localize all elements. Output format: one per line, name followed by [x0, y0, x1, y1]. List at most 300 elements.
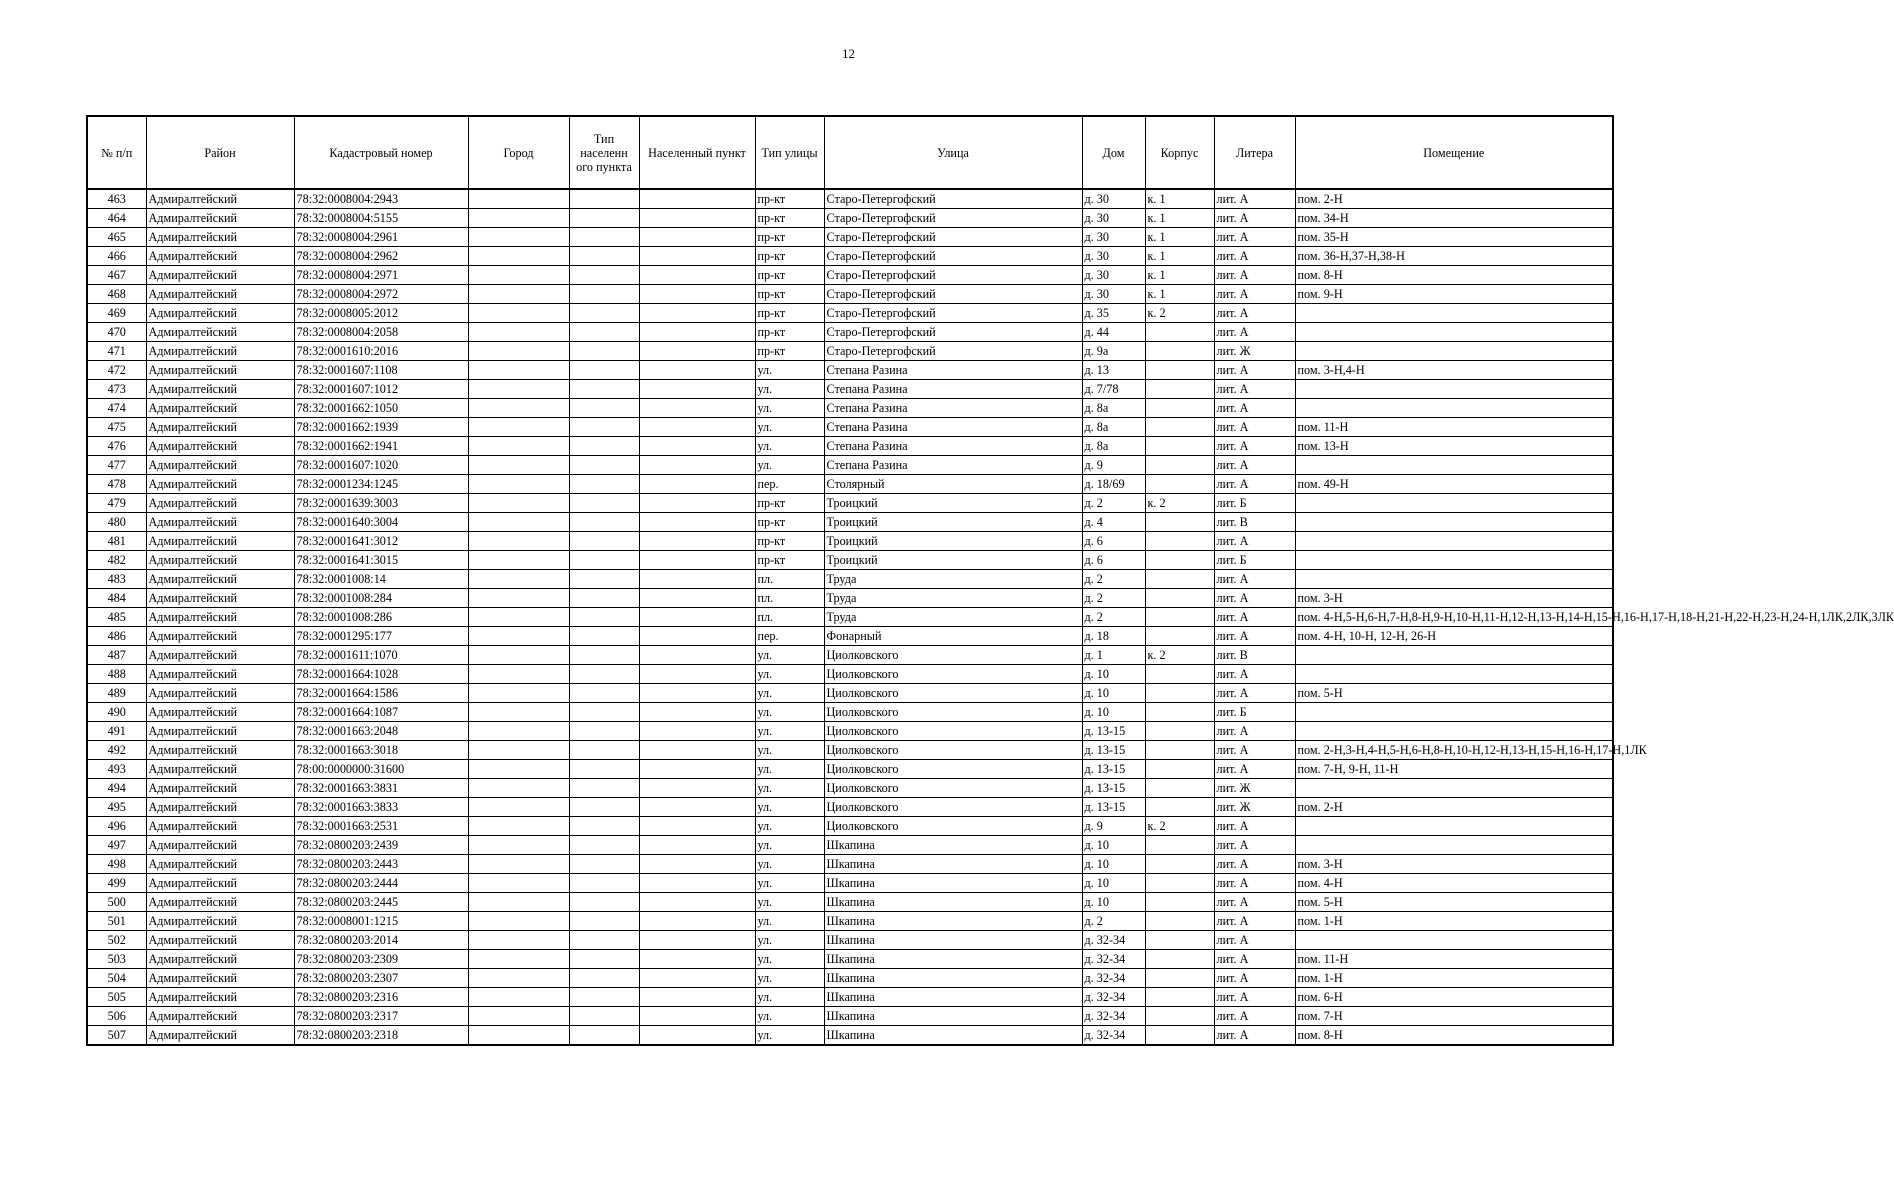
cell-settlement-type — [569, 855, 639, 874]
cell-district: Адмиралтейский — [146, 684, 294, 703]
cell-room — [1295, 836, 1613, 855]
cell-house: д. 13-15 — [1082, 798, 1145, 817]
cell-num: 499 — [87, 874, 146, 893]
cell-street: Шкапина — [824, 855, 1082, 874]
cell-building — [1145, 722, 1214, 741]
cell-settlement — [639, 836, 755, 855]
cell-street-type: ул. — [755, 703, 824, 722]
table-row — [87, 551, 1613, 570]
cell-district: Адмиралтейский — [146, 228, 294, 247]
cell-house: д. 30 — [1082, 247, 1145, 266]
cell-num: 485 — [87, 608, 146, 627]
cell-house: д. 10 — [1082, 703, 1145, 722]
cell-cadastral: 78:32:0008004:2961 — [294, 228, 468, 247]
cell-house: д. 30 — [1082, 189, 1145, 209]
cell-building — [1145, 931, 1214, 950]
cell-street: Троицкий — [824, 513, 1082, 532]
cell-building — [1145, 399, 1214, 418]
cell-street: Труда — [824, 589, 1082, 608]
cell-street: Фонарный — [824, 627, 1082, 646]
table-row — [87, 361, 1613, 380]
cell-house: д. 32-34 — [1082, 969, 1145, 988]
cell-district: Адмиралтейский — [146, 779, 294, 798]
cell-letter: лит. А — [1214, 722, 1295, 741]
cell-city — [468, 266, 569, 285]
cell-street: Старо-Петергофский — [824, 247, 1082, 266]
cell-num: 501 — [87, 912, 146, 931]
cell-room: пом. 4-Н,5-Н,6-Н,7-Н,8-Н,9-Н,10-Н,11-Н,12-Н,13-Н,14-Н,15-Н,16-Н,17-Н,18-Н,21-Н,22-Н,23-Н,24-Н,1ЛК,2ЛК,3ЛК — [1295, 608, 1613, 627]
cell-num: 484 — [87, 589, 146, 608]
cell-settlement — [639, 893, 755, 912]
cell-street: Старо-Петергофский — [824, 266, 1082, 285]
cell-street: Циолковского — [824, 817, 1082, 836]
cell-settlement — [639, 285, 755, 304]
cell-building — [1145, 988, 1214, 1007]
cell-city — [468, 304, 569, 323]
cell-building — [1145, 874, 1214, 893]
table-row — [87, 779, 1613, 798]
cell-street-type: пл. — [755, 608, 824, 627]
table-row — [87, 513, 1613, 532]
table-row — [87, 456, 1613, 475]
cell-street-type: пер. — [755, 475, 824, 494]
cell-street-type: пр-кт — [755, 228, 824, 247]
cell-street: Старо-Петергофский — [824, 209, 1082, 228]
cell-house: д. 6 — [1082, 532, 1145, 551]
cell-building — [1145, 1007, 1214, 1026]
cell-street: Троицкий — [824, 532, 1082, 551]
cell-letter: лит. А — [1214, 304, 1295, 323]
cell-district: Адмиралтейский — [146, 456, 294, 475]
cell-city — [468, 532, 569, 551]
cell-room: пом. 4-Н — [1295, 874, 1613, 893]
cell-street-type: ул. — [755, 817, 824, 836]
cell-city — [468, 361, 569, 380]
table-row — [87, 285, 1613, 304]
cell-city — [468, 399, 569, 418]
cell-letter: лит. А — [1214, 380, 1295, 399]
table-row — [87, 1026, 1613, 1046]
cell-cadastral: 78:32:0800203:2444 — [294, 874, 468, 893]
cell-settlement-type — [569, 266, 639, 285]
cell-building — [1145, 779, 1214, 798]
registry-table — [86, 115, 1894, 1046]
cell-building: к. 2 — [1145, 646, 1214, 665]
cell-district: Адмиралтейский — [146, 570, 294, 589]
cell-house: д. 13-15 — [1082, 760, 1145, 779]
cell-room — [1295, 703, 1613, 722]
cell-cadastral: 78:32:0800203:2307 — [294, 969, 468, 988]
cell-cadastral: 78:32:0001664:1028 — [294, 665, 468, 684]
cell-num: 482 — [87, 551, 146, 570]
cell-street-type: пр-кт — [755, 551, 824, 570]
cell-district: Адмиралтейский — [146, 703, 294, 722]
cell-num: 495 — [87, 798, 146, 817]
cell-settlement-type — [569, 361, 639, 380]
cell-room: пом. 35-Н — [1295, 228, 1613, 247]
cell-city — [468, 456, 569, 475]
cell-room: пом. 8-Н — [1295, 266, 1613, 285]
cell-settlement — [639, 703, 755, 722]
cell-settlement — [639, 570, 755, 589]
cell-house: д. 13-15 — [1082, 779, 1145, 798]
cell-house: д. 44 — [1082, 323, 1145, 342]
cell-letter: лит. А — [1214, 1007, 1295, 1026]
cell-street-type: ул. — [755, 779, 824, 798]
cell-house: д. 6 — [1082, 551, 1145, 570]
cell-house: д. 10 — [1082, 684, 1145, 703]
cell-house: д. 10 — [1082, 665, 1145, 684]
cell-cadastral: 78:32:0800203:2014 — [294, 931, 468, 950]
cell-settlement — [639, 304, 755, 323]
cell-street-type: ул. — [755, 646, 824, 665]
cell-city — [468, 437, 569, 456]
cell-letter: лит. А — [1214, 988, 1295, 1007]
cell-city — [468, 950, 569, 969]
cell-letter: лит. Б — [1214, 494, 1295, 513]
table-row — [87, 532, 1613, 551]
cell-settlement-type — [569, 247, 639, 266]
cell-city — [468, 551, 569, 570]
header-street: Улица — [824, 116, 1082, 189]
header-cadastral: Кадастровый номер — [294, 116, 468, 189]
cell-num: 473 — [87, 380, 146, 399]
cell-district: Адмиралтейский — [146, 304, 294, 323]
table-row — [87, 950, 1613, 969]
cell-num: 474 — [87, 399, 146, 418]
cell-settlement — [639, 646, 755, 665]
cell-district: Адмиралтейский — [146, 323, 294, 342]
cell-building — [1145, 684, 1214, 703]
cell-cadastral: 78:32:0001663:3018 — [294, 741, 468, 760]
cell-street: Циолковского — [824, 741, 1082, 760]
cell-num: 496 — [87, 817, 146, 836]
cell-room — [1295, 931, 1613, 950]
cell-district: Адмиралтейский — [146, 798, 294, 817]
cell-street-type: ул. — [755, 722, 824, 741]
cell-room — [1295, 551, 1613, 570]
cell-city — [468, 760, 569, 779]
cell-settlement — [639, 494, 755, 513]
header-street-type: Тип улицы — [755, 116, 824, 189]
cell-room — [1295, 304, 1613, 323]
cell-settlement — [639, 323, 755, 342]
cell-cadastral: 78:32:0800203:2317 — [294, 1007, 468, 1026]
cell-num: 504 — [87, 969, 146, 988]
cell-settlement — [639, 475, 755, 494]
cell-num: 480 — [87, 513, 146, 532]
cell-room: пом. 1-Н — [1295, 969, 1613, 988]
cell-city — [468, 988, 569, 1007]
cell-letter: лит. А — [1214, 969, 1295, 988]
cell-district: Адмиралтейский — [146, 437, 294, 456]
cell-num: 463 — [87, 189, 146, 209]
cell-city — [468, 874, 569, 893]
cell-city — [468, 836, 569, 855]
cell-cadastral: 78:32:0008004:2972 — [294, 285, 468, 304]
cell-settlement — [639, 247, 755, 266]
cell-building: к. 2 — [1145, 817, 1214, 836]
cell-cadastral: 78:32:0008004:5155 — [294, 209, 468, 228]
cell-letter: лит. А — [1214, 532, 1295, 551]
cell-settlement-type — [569, 1026, 639, 1046]
cell-settlement-type — [569, 513, 639, 532]
cell-settlement-type — [569, 874, 639, 893]
cell-letter: лит. А — [1214, 361, 1295, 380]
cell-room: пом. 5-Н — [1295, 893, 1613, 912]
cell-street: Старо-Петергофский — [824, 342, 1082, 361]
cell-house: д. 10 — [1082, 855, 1145, 874]
cell-settlement-type — [569, 589, 639, 608]
cell-building — [1145, 950, 1214, 969]
cell-num: 487 — [87, 646, 146, 665]
cell-city — [468, 589, 569, 608]
cell-letter: лит. А — [1214, 589, 1295, 608]
cell-house: д. 18/69 — [1082, 475, 1145, 494]
cell-settlement-type — [569, 475, 639, 494]
cell-num: 470 — [87, 323, 146, 342]
cell-cadastral: 78:32:0001611:1070 — [294, 646, 468, 665]
cell-street-type: ул. — [755, 855, 824, 874]
cell-settlement-type — [569, 342, 639, 361]
cell-street: Циолковского — [824, 646, 1082, 665]
cell-house: д. 4 — [1082, 513, 1145, 532]
cell-street: Степана Разина — [824, 380, 1082, 399]
cell-num: 476 — [87, 437, 146, 456]
cell-street-type: ул. — [755, 893, 824, 912]
cell-street: Шкапина — [824, 912, 1082, 931]
cell-district: Адмиралтейский — [146, 893, 294, 912]
cell-house: д. 30 — [1082, 285, 1145, 304]
cell-building — [1145, 342, 1214, 361]
cell-letter: лит. А — [1214, 741, 1295, 760]
cell-num: 475 — [87, 418, 146, 437]
cell-building — [1145, 475, 1214, 494]
cell-room: пом. 13-Н — [1295, 437, 1613, 456]
cell-cadastral: 78:32:0001662:1939 — [294, 418, 468, 437]
table-row — [87, 247, 1613, 266]
cell-district: Адмиралтейский — [146, 665, 294, 684]
cell-cadastral: 78:32:0001610:2016 — [294, 342, 468, 361]
cell-district: Адмиралтейский — [146, 855, 294, 874]
cell-street-type: ул. — [755, 418, 824, 437]
cell-street: Труда — [824, 608, 1082, 627]
cell-street-type: ул. — [755, 969, 824, 988]
cell-settlement — [639, 722, 755, 741]
cell-settlement-type — [569, 703, 639, 722]
cell-street: Шкапина — [824, 893, 1082, 912]
cell-district: Адмиралтейский — [146, 399, 294, 418]
cell-district: Адмиралтейский — [146, 1007, 294, 1026]
cell-settlement — [639, 342, 755, 361]
cell-district: Адмиралтейский — [146, 836, 294, 855]
table-row — [87, 646, 1613, 665]
cell-street-type: ул. — [755, 931, 824, 950]
cell-settlement-type — [569, 551, 639, 570]
cell-settlement — [639, 266, 755, 285]
cell-district: Адмиралтейский — [146, 513, 294, 532]
cell-house: д. 9 — [1082, 817, 1145, 836]
cell-settlement-type — [569, 1007, 639, 1026]
cell-cadastral: 78:32:0001607:1108 — [294, 361, 468, 380]
cell-city — [468, 247, 569, 266]
cell-house: д. 18 — [1082, 627, 1145, 646]
cell-cadastral: 78:32:0001639:3003 — [294, 494, 468, 513]
cell-settlement-type — [569, 209, 639, 228]
cell-district: Адмиралтейский — [146, 380, 294, 399]
cell-building: к. 2 — [1145, 304, 1214, 323]
cell-house: д. 9а — [1082, 342, 1145, 361]
table-row — [87, 665, 1613, 684]
cell-cadastral: 78:32:0800203:2316 — [294, 988, 468, 1007]
cell-settlement-type — [569, 456, 639, 475]
cell-settlement-type — [569, 912, 639, 931]
cell-letter: лит. Ж — [1214, 798, 1295, 817]
cell-city — [468, 722, 569, 741]
cell-cadastral: 78:32:0001664:1586 — [294, 684, 468, 703]
table-row — [87, 969, 1613, 988]
cell-num: 500 — [87, 893, 146, 912]
cell-letter: лит. А — [1214, 627, 1295, 646]
cell-settlement-type — [569, 779, 639, 798]
cell-house: д. 30 — [1082, 266, 1145, 285]
cell-settlement-type — [569, 969, 639, 988]
cell-settlement-type — [569, 608, 639, 627]
cell-street-type: ул. — [755, 950, 824, 969]
cell-cadastral: 78:32:0008004:2943 — [294, 189, 468, 209]
table-row — [87, 380, 1613, 399]
cell-settlement — [639, 608, 755, 627]
cell-street-type: пр-кт — [755, 189, 824, 209]
cell-settlement — [639, 874, 755, 893]
table-row — [87, 931, 1613, 950]
cell-street-type: ул. — [755, 760, 824, 779]
cell-settlement-type — [569, 722, 639, 741]
cell-building — [1145, 893, 1214, 912]
table-row — [87, 342, 1613, 361]
cell-num: 464 — [87, 209, 146, 228]
cell-house: д. 10 — [1082, 893, 1145, 912]
cell-room: пом. 2-Н,3-Н,4-Н,5-Н,6-Н,8-Н,10-Н,12-Н,13-Н,15-Н,16-Н,17-Н,1ЛК — [1295, 741, 1613, 760]
cell-settlement — [639, 589, 755, 608]
table-row — [87, 437, 1613, 456]
table-row — [87, 684, 1613, 703]
cell-district: Адмиралтейский — [146, 741, 294, 760]
cell-letter: лит. А — [1214, 760, 1295, 779]
table-row — [87, 741, 1613, 760]
cell-room — [1295, 342, 1613, 361]
cell-building — [1145, 513, 1214, 532]
cell-street-type: ул. — [755, 1026, 824, 1046]
cell-street-type: ул. — [755, 798, 824, 817]
cell-street-type: пер. — [755, 627, 824, 646]
cell-letter: лит. Ж — [1214, 342, 1295, 361]
cell-house: д. 32-34 — [1082, 988, 1145, 1007]
cell-settlement — [639, 551, 755, 570]
cell-settlement — [639, 399, 755, 418]
cell-num: 490 — [87, 703, 146, 722]
cell-street: Троицкий — [824, 551, 1082, 570]
cell-street: Столярный — [824, 475, 1082, 494]
cell-building — [1145, 1026, 1214, 1046]
cell-num: 479 — [87, 494, 146, 513]
cell-street-type: ул. — [755, 361, 824, 380]
cell-settlement — [639, 798, 755, 817]
cell-street: Старо-Петергофский — [824, 285, 1082, 304]
cell-street: Циолковского — [824, 665, 1082, 684]
cell-street-type: пр-кт — [755, 266, 824, 285]
cell-room — [1295, 513, 1613, 532]
cell-settlement — [639, 912, 755, 931]
cell-street: Шкапина — [824, 931, 1082, 950]
cell-city — [468, 931, 569, 950]
cell-cadastral: 78:32:0001664:1087 — [294, 703, 468, 722]
cell-num: 481 — [87, 532, 146, 551]
cell-room — [1295, 399, 1613, 418]
cell-num: 494 — [87, 779, 146, 798]
cell-num: 478 — [87, 475, 146, 494]
cell-settlement-type — [569, 684, 639, 703]
cell-room: пом. 3-Н — [1295, 589, 1613, 608]
cell-letter: лит. А — [1214, 874, 1295, 893]
cell-house: д. 8а — [1082, 399, 1145, 418]
cell-letter: лит. А — [1214, 209, 1295, 228]
cell-room: пом. 8-Н — [1295, 1026, 1613, 1046]
header-building: Корпус — [1145, 116, 1214, 189]
cell-room — [1295, 722, 1613, 741]
cell-district: Адмиралтейский — [146, 722, 294, 741]
cell-building — [1145, 589, 1214, 608]
cell-street-type: пр-кт — [755, 304, 824, 323]
cell-building: к. 1 — [1145, 209, 1214, 228]
cell-num: 466 — [87, 247, 146, 266]
cell-settlement — [639, 437, 755, 456]
cell-settlement-type — [569, 189, 639, 209]
cell-street: Старо-Петергофский — [824, 323, 1082, 342]
cell-room: пом. 3-Н — [1295, 855, 1613, 874]
cell-street-type: ул. — [755, 988, 824, 1007]
cell-street: Шкапина — [824, 988, 1082, 1007]
table-row — [87, 988, 1613, 1007]
cell-city — [468, 855, 569, 874]
cell-district: Адмиралтейский — [146, 760, 294, 779]
cell-district: Адмиралтейский — [146, 931, 294, 950]
table-row — [87, 855, 1613, 874]
cell-building — [1145, 418, 1214, 437]
cell-city — [468, 189, 569, 209]
cell-room — [1295, 380, 1613, 399]
cell-street: Циолковского — [824, 684, 1082, 703]
cell-room: пом. 49-Н — [1295, 475, 1613, 494]
cell-room: пом. 6-Н — [1295, 988, 1613, 1007]
cell-district: Адмиралтейский — [146, 874, 294, 893]
cell-letter: лит. А — [1214, 665, 1295, 684]
cell-city — [468, 475, 569, 494]
cell-settlement-type — [569, 437, 639, 456]
cell-cadastral: 78:32:0001663:2048 — [294, 722, 468, 741]
cell-city — [468, 703, 569, 722]
cell-settlement-type — [569, 893, 639, 912]
cell-room: пом. 7-Н, 9-Н, 11-Н — [1295, 760, 1613, 779]
cell-room — [1295, 323, 1613, 342]
cell-num: 505 — [87, 988, 146, 1007]
cell-building: к. 1 — [1145, 189, 1214, 209]
cell-building — [1145, 608, 1214, 627]
cell-city — [468, 817, 569, 836]
cell-room — [1295, 646, 1613, 665]
cell-city — [468, 893, 569, 912]
cell-settlement — [639, 380, 755, 399]
